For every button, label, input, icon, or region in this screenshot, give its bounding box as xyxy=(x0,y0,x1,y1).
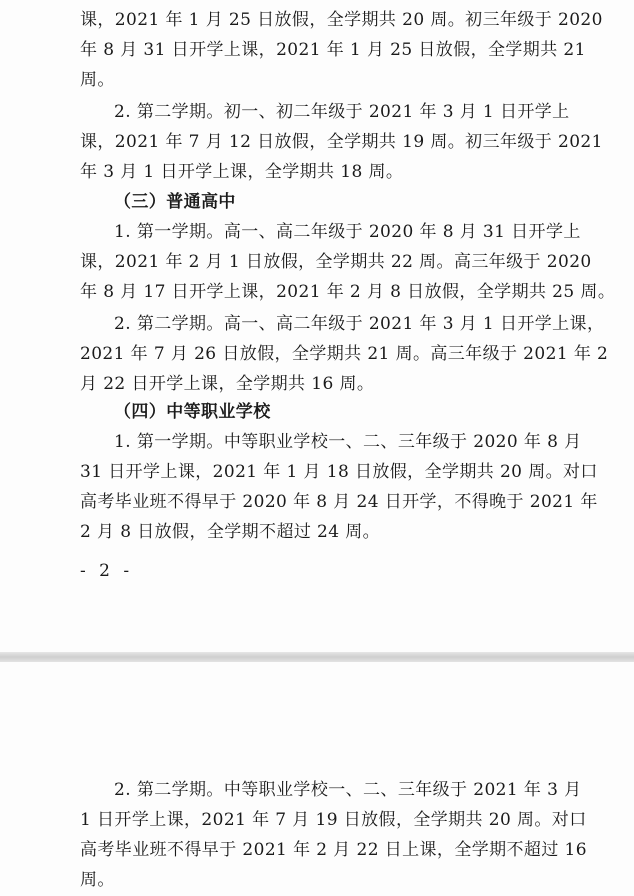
paragraph-line: 2. 第二学期。中等职业学校一、二、三年级于 2021 年 3 月 xyxy=(114,780,582,800)
document-page-3 xyxy=(0,662,634,896)
page-divider xyxy=(0,652,634,662)
paragraph-line: 年 8 月 31 日开学上课，2021 年 1 月 25 日放假，全学期共 21 xyxy=(80,40,586,60)
paragraph-line: 1. 第一学期。中等职业学校一、二、三年级于 2020 年 8 月 xyxy=(114,432,582,452)
paragraph-line: 课，2021 年 2 月 1 日放假，全学期共 22 周。高三年级于 2020 xyxy=(80,252,592,272)
paragraph-line: 1 日开学上课，2021 年 7 月 19 日放假，全学期共 20 周。对口 xyxy=(80,810,587,830)
paragraph-line: 2 月 8 日放假，全学期不超过 24 周。 xyxy=(80,522,381,542)
paragraph-line: 2. 第二学期。高一、高二年级于 2021 年 3 月 1 日开学上课， xyxy=(114,314,605,334)
paragraph-line: 课，2021 年 7 月 12 日放假，全学期共 19 周。初三年级于 2021 xyxy=(80,132,603,152)
paragraph-line: 周。 xyxy=(80,870,115,890)
paragraph-line: 高考毕业班不得早于 2020 年 8 月 24 日开学，不得晚于 2021 年 xyxy=(80,492,598,512)
paragraph-line: 年 3 月 1 日开学上课，全学期共 18 周。 xyxy=(80,162,404,182)
paragraph-line: 课，2021 年 1 月 25 日放假，全学期共 20 周。初三年级于 2020 xyxy=(80,10,603,30)
section-heading: （四）中等职业学校 xyxy=(114,402,271,422)
paragraph-line: 年 8 月 17 日开学上课，2021 年 2 月 8 日放假，全学期共 25 周。 xyxy=(80,282,616,302)
paragraph-line: 31 日开学上课，2021 年 1 月 18 日放假，全学期共 20 周。对口 xyxy=(80,462,598,482)
section-heading: （三）普通高中 xyxy=(114,192,236,212)
paragraph-line: 周。 xyxy=(80,70,115,90)
paragraph-line: 高考毕业班不得早于 2021 年 2 月 22 日上课，全学期不超过 16 xyxy=(80,840,587,860)
paragraph-line: 2. 第二学期。初一、初二年级于 2021 年 3 月 1 日开学上 xyxy=(114,102,570,122)
page-number: - 2 - xyxy=(80,561,134,581)
paragraph-line: 2021 年 7 月 26 日放假，全学期共 21 周。高三年级于 2021 年 2 xyxy=(80,344,609,364)
paragraph-line: 1. 第一学期。高一、高二年级于 2020 年 8 月 31 日开学上 xyxy=(114,222,581,242)
paragraph-line: 月 22 日开学上课，全学期共 16 周。 xyxy=(80,374,375,394)
